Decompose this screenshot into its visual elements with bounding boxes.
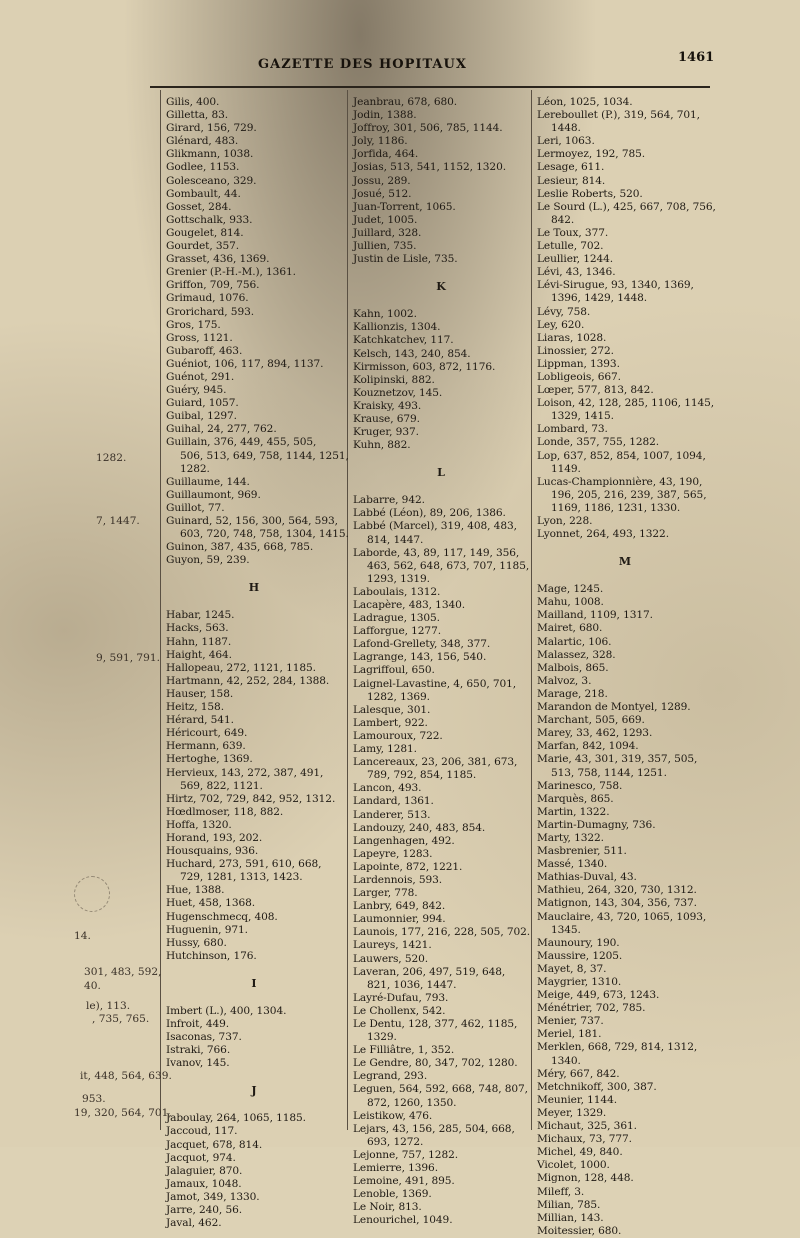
index-entry: Juan-Torrent, 1065. [353, 200, 456, 213]
index-entry: Hutchinson, 176. [166, 949, 257, 962]
index-entry: Le Chollenx, 542. [353, 1004, 446, 1017]
index-entry: Lalesque, 301. [353, 703, 431, 716]
index-entry: Habar, 1245. [166, 609, 235, 622]
index-entry: Kallionzis, 1304. [353, 321, 441, 334]
index-entry: Guillaumont, 969. [166, 488, 261, 501]
index-entry: Martin-Dumagny, 736. [537, 818, 656, 831]
index-entry: Maunoury, 190. [537, 936, 620, 949]
index-entry: Landard, 1361. [353, 795, 434, 808]
index-entry: Meriel, 181. [537, 1028, 602, 1041]
index-entry: Glikmann, 1038. [166, 148, 254, 161]
index-entry: Guéniot, 106, 117, 894, 1137. [166, 357, 324, 370]
index-entry: Hertoghe, 1369. [166, 753, 253, 766]
index-entry: Lauwers, 520. [353, 952, 429, 965]
margin-fragment: 953. [82, 1093, 106, 1105]
index-entry: Meige, 449, 673, 1243. [537, 989, 660, 1002]
index-entry: Masbrenier, 511. [537, 845, 627, 858]
index-entry-continuation: 1329, 1415. [551, 410, 614, 423]
index-entry: Leistikow, 476. [353, 1109, 433, 1122]
index-entry: Grimaud, 1076. [166, 292, 249, 305]
index-entry: Hérard, 541. [166, 714, 234, 727]
index-entry: Heitz, 158. [166, 701, 224, 714]
index-entry: Jodin, 1388. [353, 109, 417, 122]
index-entry: Horand, 193, 202. [166, 831, 263, 844]
index-entry: Gougelet, 814. [166, 226, 244, 239]
index-entry: Gilis, 400. [166, 96, 220, 108]
section-letter: K [436, 280, 446, 294]
index-entry: Guiard, 1057. [166, 397, 239, 410]
index-entry: Lemoine, 491, 895. [353, 1175, 455, 1188]
index-entry: Moitessier, 680. [537, 1224, 622, 1237]
index-entry-continuation: 1448. [551, 122, 581, 135]
margin-fragment: , 735, 765. [92, 1013, 150, 1025]
index-entry: Grorichard, 593. [166, 305, 254, 318]
index-entry: Lœper, 577, 813, 842. [537, 384, 654, 397]
margin-fragment: 301, 483, 592, [84, 966, 162, 978]
section-letter: L [437, 466, 445, 480]
index-entry: Laumonnier, 994. [353, 913, 446, 926]
index-entry: Malassez, 328. [537, 648, 616, 661]
index-entry: Joffroy, 301, 506, 785, 1144. [353, 122, 503, 135]
index-entry: Hugenschmecq, 408. [166, 910, 278, 923]
index-entry-continuation: 1345. [551, 923, 581, 936]
index-entry: Ménétrier, 702, 785. [537, 1002, 646, 1015]
index-entry: Glénard, 483. [166, 135, 239, 148]
index-entry: Hallopeau, 272, 1121, 1185. [166, 661, 316, 674]
index-entry: Marty, 1322. [537, 831, 604, 844]
index-entry-continuation: 603, 720, 748, 758, 1304, 1415. [180, 528, 349, 541]
index-entry: Joly, 1186. [353, 135, 408, 148]
index-entry: Langenhagen, 492. [353, 834, 455, 847]
index-entry: Marchant, 505, 669. [537, 714, 645, 727]
index-entry: Guihal, 24, 277, 762. [166, 423, 277, 436]
index-entry: Jalaguier, 870. [166, 1164, 243, 1177]
index-entry: Grasset, 436, 1369. [166, 253, 270, 266]
index-entry: Londe, 357, 755, 1282. [537, 436, 660, 449]
index-entry: Guillot, 77. [166, 501, 225, 514]
index-entry: Gottschalk, 933. [166, 213, 253, 226]
index-entry: Jorfida, 464. [353, 148, 419, 161]
index-entry: Hauser, 158. [166, 687, 234, 700]
index-entry: Guillain, 376, 449, 455, 505, [166, 436, 317, 449]
index-entry: Lapeyre, 1283. [353, 847, 433, 860]
index-entry: Huet, 458, 1368. [166, 897, 256, 910]
index-entry-continuation: 1282, 1369. [367, 690, 430, 703]
index-entry-continuation: 1282. [180, 462, 210, 475]
index-entry-continuation: 1329. [367, 1031, 397, 1044]
index-entry: Marinesco, 758. [537, 779, 623, 792]
index-entry: Laborde, 43, 89, 117, 149, 356, [353, 546, 520, 559]
index-entry: Lagriffoul, 650. [353, 664, 435, 677]
index-entry: Kraisky, 493. [353, 399, 422, 412]
section-letter: I [251, 976, 257, 990]
index-entry: Lermoyez, 192, 785. [537, 148, 646, 161]
index-entry: Jarre, 240, 56. [166, 1204, 242, 1217]
index-entry: Guyon, 59, 239. [166, 554, 250, 567]
section-letter: J [251, 1084, 257, 1098]
index-entry: Martin, 1322. [537, 805, 610, 818]
index-entry: Letulle, 702. [537, 240, 604, 253]
index-entry: Lamy, 1281. [353, 743, 417, 756]
index-entry-continuation: 1149. [551, 462, 581, 475]
index-entry: Lafond-Grellety, 348, 377. [353, 638, 491, 651]
index-entry: Michaux, 73, 777. [537, 1133, 632, 1146]
index-entry: Isaconas, 737. [166, 1031, 242, 1044]
index-entry: Lapointe, 872, 1221. [353, 860, 463, 873]
index-entry: Josué, 512. [353, 187, 412, 200]
index-entry: Huchard, 273, 591, 610, 668, [166, 858, 322, 871]
index-entry: Kruger, 937. [353, 426, 419, 439]
index-entry: Lesage, 611. [537, 161, 605, 174]
index-entry: Kuhn, 882. [353, 439, 411, 452]
journal-title: GAZETTE DES HOPITAUX [258, 57, 467, 72]
margin-fragment: 1282. [96, 452, 127, 464]
index-entry: Hermann, 639. [166, 740, 246, 753]
index-entry-continuation: 1293, 1319. [367, 572, 430, 585]
index-entry: Jaccoud, 117. [166, 1125, 238, 1138]
index-entry: Lanbry, 649, 842. [353, 900, 446, 913]
index-entry: Lejonne, 757, 1282. [353, 1148, 458, 1161]
index-entry: Michel, 49, 840. [537, 1146, 623, 1159]
index-entry: Jacquot, 974. [166, 1151, 236, 1164]
index-entry: Hartmann, 42, 252, 284, 1388. [166, 674, 330, 687]
index-entry: Hahn, 1187. [166, 635, 232, 648]
index-entry: Méry, 667, 842. [537, 1067, 620, 1080]
section-letter: M [618, 555, 632, 569]
index-entry: Gubaroff, 463. [166, 344, 243, 357]
index-entry: Jamaux, 1048. [166, 1177, 242, 1190]
index-entry: Mairet, 680. [537, 622, 603, 635]
index-entry-continuation: 842. [551, 213, 575, 226]
index-entry: Guinon, 387, 435, 668, 785. [166, 541, 314, 554]
index-entry: Marage, 218. [537, 687, 608, 700]
index-entry: Kelsch, 143, 240, 854. [353, 347, 471, 360]
index-entry: Laureys, 1421. [353, 939, 432, 952]
index-entry: Lafforgue, 1277. [353, 625, 441, 638]
index-entry: Leguen, 564, 592, 668, 748, 807, [353, 1083, 528, 1096]
index-entry: Mailland, 1109, 1317. [537, 609, 653, 622]
index-entry-continuation: 1169, 1186, 1231, 1330. [551, 501, 681, 514]
index-entry: Mauclaire, 43, 720, 1065, 1093, [537, 910, 707, 923]
index-column-1 [166, 96, 352, 1230]
index-entry: Kahn, 1002. [353, 308, 417, 321]
index-entry: Kirmisson, 603, 872, 1176. [353, 360, 496, 373]
index-entry: Héricourt, 649. [166, 727, 248, 740]
index-entry: Lévi-Sirugue, 93, 1340, 1369, [537, 279, 694, 292]
index-entry: Marandon de Montyel, 1289. [537, 701, 691, 714]
index-entry-continuation: 196, 205, 216, 239, 387, 565, [551, 488, 707, 501]
index-entry: Lesieur, 814. [537, 174, 606, 187]
index-entry: Guinard, 52, 156, 300, 564, 593, [166, 515, 338, 527]
index-entry: Liaras, 1028. [537, 331, 607, 344]
index-entry: Hervieux, 143, 272, 387, 491, [166, 766, 324, 779]
index-entry: Ladrague, 1305. [353, 612, 440, 625]
index-entry: Merklen, 668, 729, 814, 1312, [537, 1041, 698, 1054]
index-entry: Guibal, 1297. [166, 410, 237, 423]
index-entry: Lancereaux, 23, 206, 381, 673, [353, 756, 518, 769]
index-entry: Michaut, 325, 361. [537, 1120, 637, 1133]
margin-fragment: le), 113. [86, 1000, 131, 1012]
index-entry-continuation: 1340. [551, 1054, 581, 1067]
index-entry: Maussire, 1205. [537, 949, 623, 962]
index-entry: Le Gendre, 80, 347, 702, 1280. [353, 1057, 518, 1070]
index-entry: Jamot, 349, 1330. [166, 1190, 260, 1203]
index-entry: Le Toux, 377. [537, 226, 609, 239]
index-entry: Guéry, 945. [166, 384, 227, 397]
index-entry: Linossier, 272. [537, 344, 614, 357]
index-entry: Labarre, 942. [353, 494, 425, 507]
index-entry: Lagrange, 143, 156, 540. [353, 651, 487, 664]
index-entry: Juillard, 328. [353, 226, 422, 239]
index-entry: Lamouroux, 722. [353, 729, 443, 742]
index-entry: Lereboullet (P.), 319, 564, 701, [537, 109, 700, 122]
index-entry: Leri, 1063. [537, 135, 595, 148]
index-entry: Lippman, 1393. [537, 357, 620, 370]
index-entry: Lancon, 493. [353, 782, 422, 795]
index-entry-continuation: 506, 513, 649, 758, 1144, 1251, [180, 449, 349, 462]
index-entry: Lardennois, 593. [353, 873, 443, 886]
index-entry: Katchkatchev, 117. [353, 334, 454, 347]
index-entry: Krause, 679. [353, 412, 420, 425]
index-entry: Lucas-Championnière, 43, 190, [537, 475, 703, 488]
index-entry: Mage, 1245. [537, 583, 604, 596]
index-entry: Hue, 1388. [166, 884, 225, 897]
index-entry: Godlee, 1153. [166, 161, 240, 174]
index-entry: Grenier (P.-H.-M.), 1361. [166, 266, 296, 279]
index-entry-continuation: 814, 1447. [367, 533, 424, 546]
margin-fragment: 14. [74, 930, 91, 942]
index-entry: Larger, 778. [353, 887, 418, 900]
index-entry-continuation: 693, 1272. [367, 1135, 424, 1148]
index-entry: Milian, 785. [537, 1198, 601, 1211]
index-entry: Imbert (L.), 400, 1304. [166, 1004, 287, 1017]
index-entry: Judet, 1005. [353, 213, 418, 226]
index-entry: Housquains, 936. [166, 845, 259, 858]
index-entry: Leullier, 1244. [537, 253, 614, 266]
index-entry-continuation: 569, 822, 1121. [180, 779, 263, 792]
index-entry: Lenourichel, 1049. [353, 1214, 453, 1227]
index-entry: Vicolet, 1000. [537, 1159, 610, 1172]
margin-fragment: 40. [84, 980, 101, 992]
index-entry: Javal, 462. [166, 1217, 222, 1230]
index-entry: Hirtz, 702, 729, 842, 952, 1312. [166, 792, 336, 805]
index-entry: Lambert, 922. [353, 716, 428, 729]
index-entry: Marfan, 842, 1094. [537, 740, 639, 753]
index-entry: Kolipinski, 882. [353, 373, 435, 386]
index-entry: Griffon, 709, 756. [166, 279, 260, 292]
index-entry-continuation: 463, 562, 648, 673, 707, 1185, [367, 559, 530, 572]
index-entry: Loison, 42, 128, 285, 1106, 1145, [537, 397, 715, 410]
index-entry: Léon, 1025, 1034. [537, 96, 633, 108]
index-entry: Gros, 175. [166, 318, 221, 331]
index-entry-continuation: 872, 1260, 1350. [367, 1096, 457, 1109]
index-column-2 [353, 96, 539, 1228]
index-entry: Laveran, 206, 497, 519, 648, [353, 965, 506, 978]
index-entry: Mignon, 128, 448. [537, 1172, 634, 1185]
index-entry: Josias, 513, 541, 1152, 1320. [353, 161, 506, 174]
index-entry: Hoffa, 1320. [166, 818, 232, 831]
index-entry: Le Noir, 813. [353, 1201, 422, 1214]
index-entry: Jeanbrau, 678, 680. [353, 96, 458, 108]
index-entry: Gosset, 284. [166, 200, 232, 213]
index-entry: Labbé (Marcel), 319, 408, 483, [353, 520, 517, 533]
index-entry: Kouznetzov, 145. [353, 386, 443, 399]
index-entry: Gombault, 44. [166, 187, 241, 200]
index-entry: Hœdlmoser, 118, 882. [166, 805, 284, 818]
index-entry-continuation: 821, 1036, 1447. [367, 978, 457, 991]
margin-fragment: 19, 320, 564, 701, [74, 1107, 172, 1119]
index-entry: Justin de Lisle, 735. [353, 253, 458, 266]
index-entry: Jullien, 735. [353, 240, 417, 253]
index-column-3 [537, 96, 723, 1238]
index-entry: Lombard, 73. [537, 423, 608, 436]
index-entry: Mahu, 1008. [537, 596, 604, 609]
index-entry: Guénot, 291. [166, 370, 235, 383]
stamp-mark [74, 876, 110, 912]
index-entry: Lyonnet, 264, 493, 1322. [537, 528, 669, 541]
index-entry: Mathieu, 264, 320, 730, 1312. [537, 884, 697, 897]
index-entry: Laboulais, 1312. [353, 585, 441, 598]
index-entry: Jacquet, 678, 814. [166, 1138, 263, 1151]
index-entry-continuation: 513, 758, 1144, 1251. [551, 766, 667, 779]
index-entry: Lacapère, 483, 1340. [353, 599, 466, 611]
index-entry: Mileff, 3. [537, 1185, 585, 1198]
index-entry: Mathias-Duval, 43. [537, 871, 637, 884]
index-entry: Lévy, 758. [537, 305, 591, 318]
index-entry: Laignel-Lavastine, 4, 650, 701, [353, 677, 517, 690]
index-entry: Istraki, 766. [166, 1044, 231, 1057]
index-entry: Legrand, 293. [353, 1070, 428, 1083]
index-entry: Meyer, 1329. [537, 1106, 607, 1119]
index-entry: Golesceano, 329. [166, 174, 257, 187]
index-entry: Ley, 620. [537, 318, 585, 331]
section-letter: H [248, 581, 260, 595]
index-entry: Marie, 43, 301, 319, 357, 505, [537, 753, 698, 766]
index-entry: Lemierre, 1396. [353, 1162, 438, 1175]
index-entry: Haight, 464. [166, 648, 232, 661]
index-entry: Meunier, 1144. [537, 1093, 617, 1106]
margin-fragment: it, 448, 564, 639. [80, 1070, 172, 1082]
index-entry: Leslie Roberts, 520. [537, 187, 643, 200]
index-entry: Landerer, 513. [353, 808, 431, 821]
index-entry: Le Dentu, 128, 377, 462, 1185, [353, 1018, 518, 1030]
index-entry: Jaboulay, 264, 1065, 1185. [166, 1112, 306, 1125]
page-number: 1461 [678, 50, 715, 65]
index-entry: Le Sourd (L.), 425, 667, 708, 756, [537, 200, 716, 213]
index-entry: Landouzy, 240, 483, 854. [353, 821, 486, 834]
index-entry-continuation: 729, 1281, 1313, 1423. [180, 871, 303, 884]
index-entry: Girard, 156, 729. [166, 122, 257, 135]
page-header [150, 44, 715, 88]
index-entry: Lop, 637, 852, 854, 1007, 1094, [537, 449, 706, 462]
margin-fragment: 7, 1447. [96, 515, 140, 527]
index-entry: Lévi, 43, 1346. [537, 266, 616, 279]
index-entry: Gross, 1121. [166, 331, 233, 344]
index-entry: Menier, 737. [537, 1015, 604, 1028]
index-entry: Infroit, 449. [166, 1018, 230, 1030]
index-entry: Jossu, 289. [353, 174, 411, 187]
index-entry: Millian, 143. [537, 1211, 604, 1224]
index-entry: Launois, 177, 216, 228, 505, 702. [353, 926, 531, 939]
index-entry: Lobligeois, 667. [537, 370, 621, 383]
index-entry: Mayet, 8, 37. [537, 962, 607, 975]
index-entry: Marey, 33, 462, 1293. [537, 727, 653, 740]
index-entry: Guillaume, 144. [166, 475, 250, 488]
index-entry: Lenoble, 1369. [353, 1188, 432, 1201]
index-entry: Hussy, 680. [166, 936, 227, 949]
index-entry: Lyon, 228. [537, 515, 593, 527]
margin-fragment: 9, 591, 791. [96, 652, 161, 664]
index-entry: Maygrier, 1310. [537, 976, 622, 988]
index-entry: Malbois, 865. [537, 661, 609, 674]
index-entry: Ivanov, 145. [166, 1057, 230, 1070]
index-entry: Huguenin, 971. [166, 923, 248, 936]
index-entry-continuation: 1396, 1429, 1448. [551, 292, 648, 305]
index-entry: Hacks, 563. [166, 622, 229, 635]
index-entry: Gilletta, 83. [166, 109, 229, 122]
index-entry-continuation: 789, 792, 854, 1185. [367, 769, 477, 782]
index-entry: Matignon, 143, 304, 356, 737. [537, 897, 697, 910]
index-entry: Labbé (Léon), 89, 206, 1386. [353, 507, 506, 520]
index-entry: Metchnikoff, 300, 387. [537, 1080, 657, 1093]
index-entry: Malvoz, 3. [537, 674, 592, 687]
index-entry: Layré-Dufau, 793. [353, 991, 449, 1004]
index-entry: Marquès, 865. [537, 792, 614, 805]
index-entry: Malartic, 106. [537, 635, 612, 648]
index-entry: Massé, 1340. [537, 858, 608, 871]
index-entry: Gourdet, 357. [166, 240, 240, 253]
index-entry: Lejars, 43, 156, 285, 504, 668, [353, 1122, 515, 1135]
index-entry: Le Filliâtre, 1, 352. [353, 1044, 455, 1057]
